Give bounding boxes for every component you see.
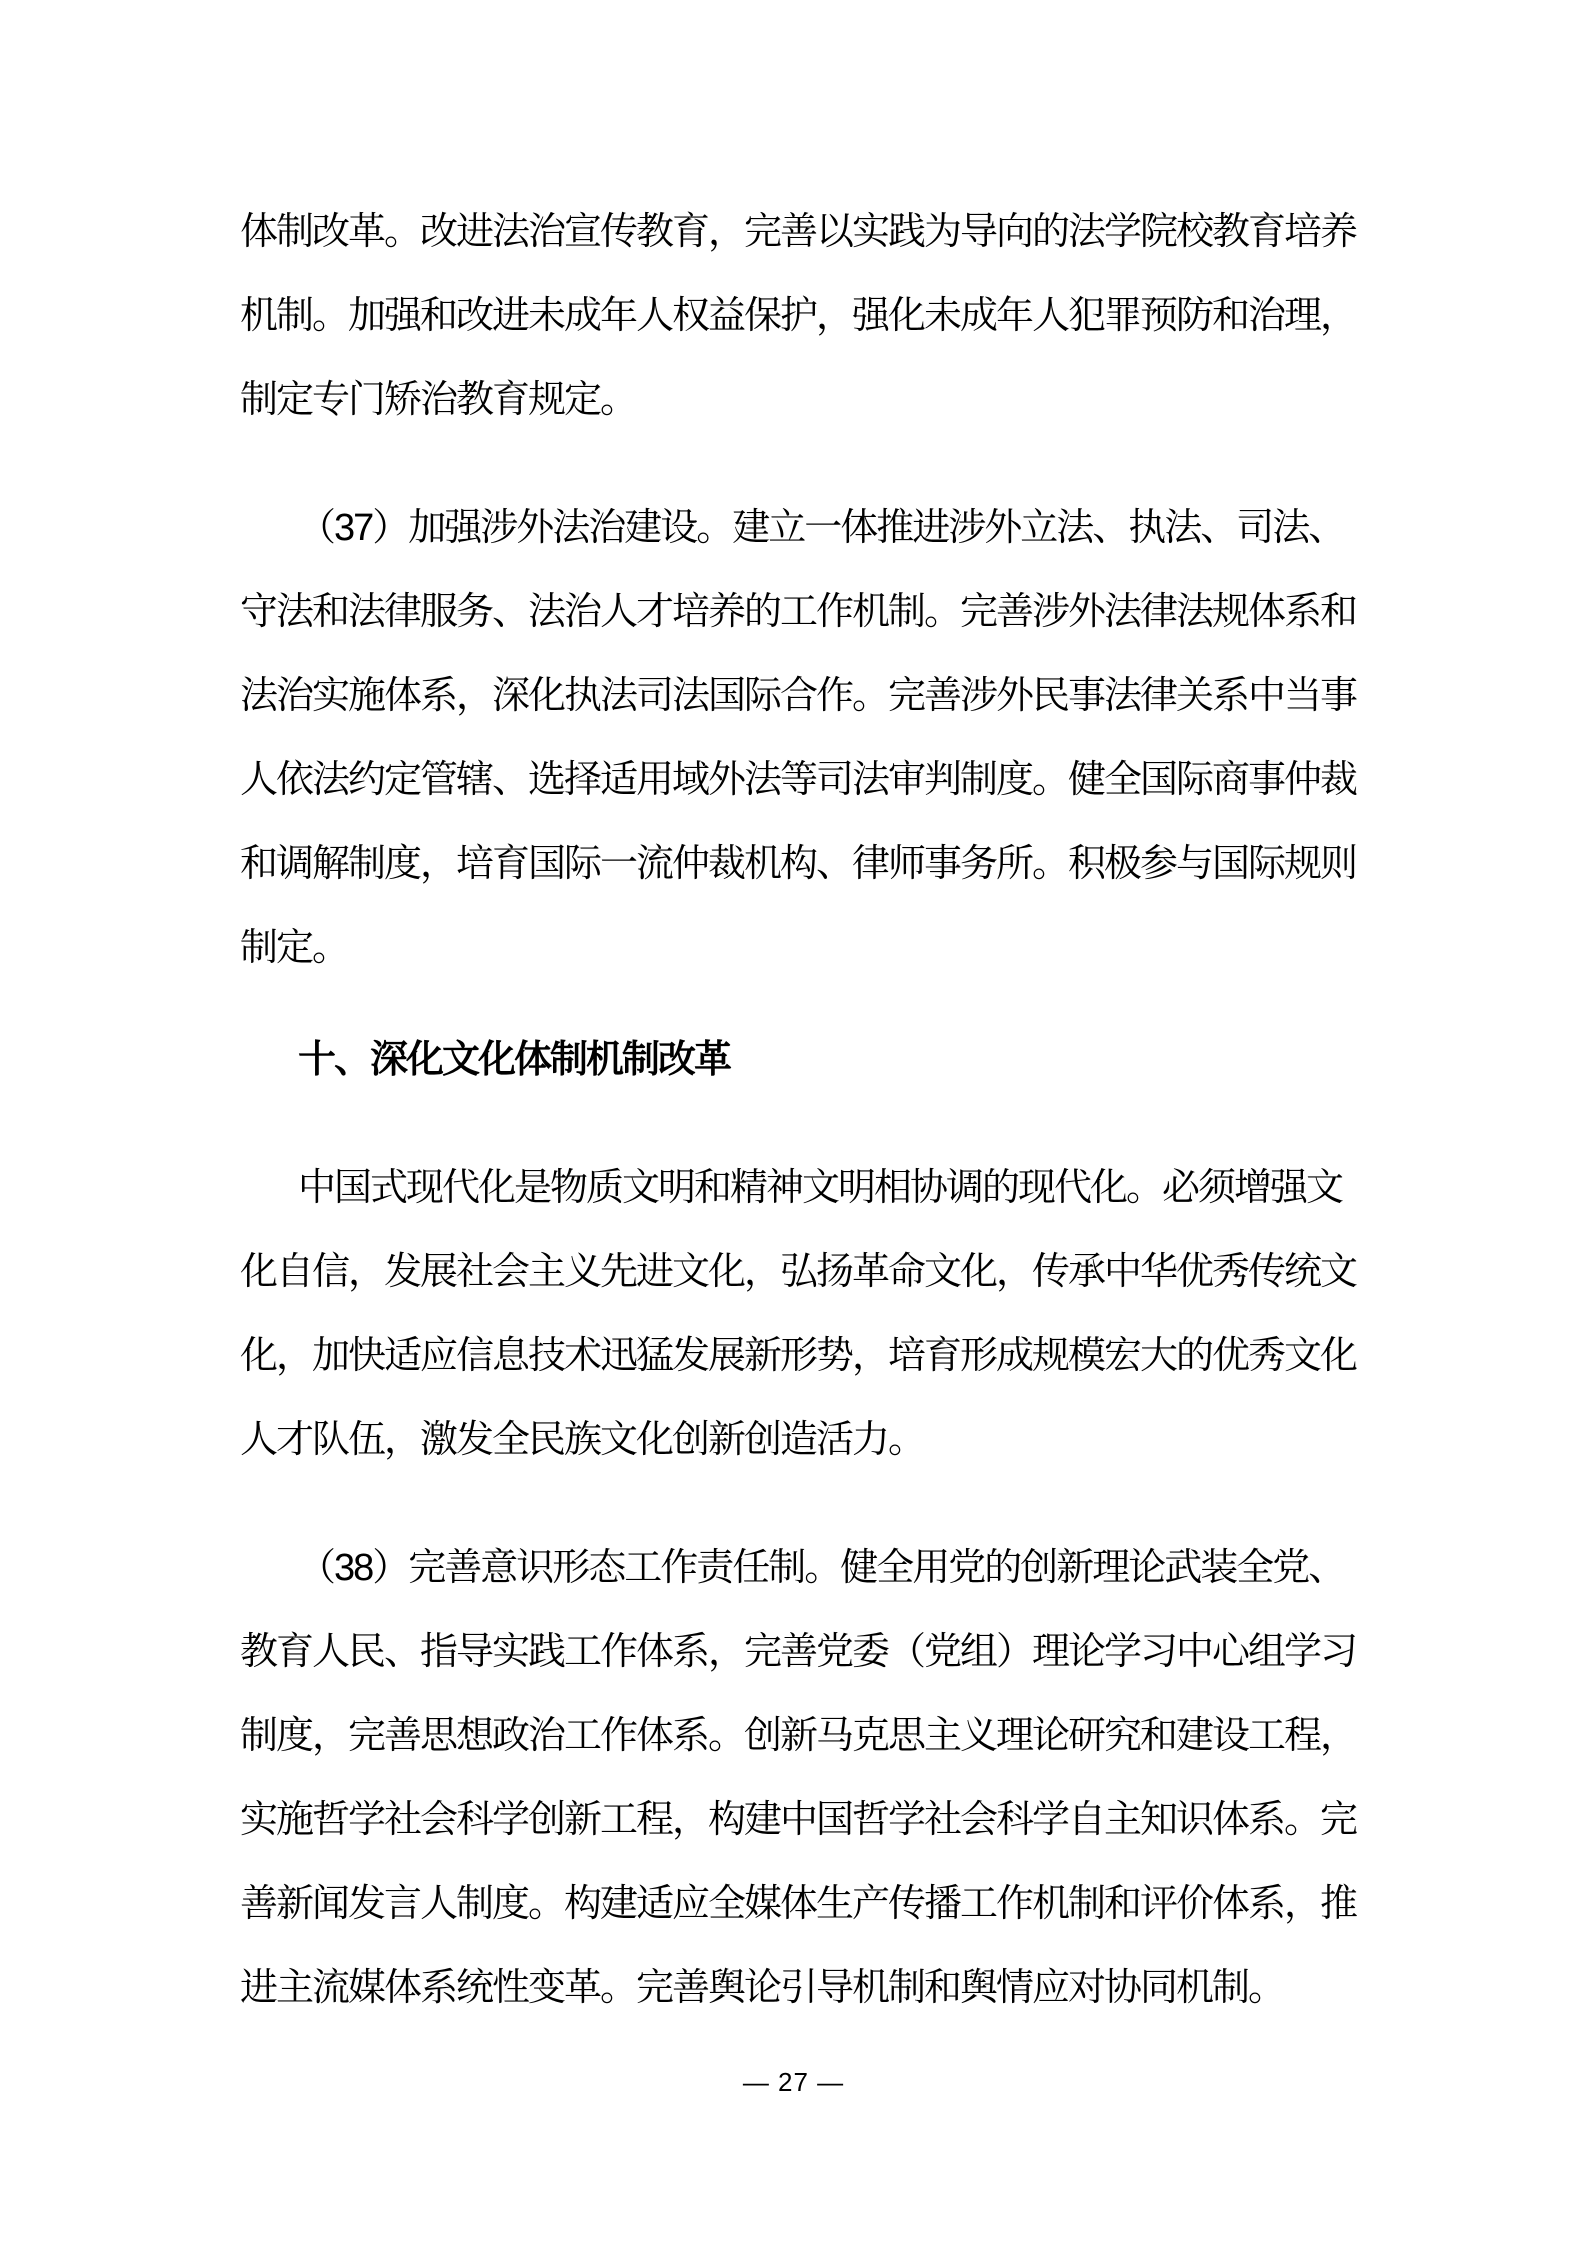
text-line: 人才队伍，激发全民族文化创新创造活力。 <box>240 1419 925 1461</box>
text-line: （37）加强涉外法治建设。建立一体推进涉外立法、执法、司法、 <box>298 507 1345 549</box>
text-line: 制度，完善思想政治工作体系。创新马克思主义理论研究和建设工程， <box>240 1715 1357 1757</box>
text-line: 进主流媒体系统性变革。完善舆论引导机制和舆情应对协同机制。 <box>240 1967 1285 2009</box>
paragraph <box>240 1146 1357 1482</box>
text-line: 制定专门矫治教育规定。 <box>240 379 637 421</box>
text-line: 教育人民、指导实践工作体系，完善党委（党组）理论学习中心组学习 <box>240 1631 1357 1673</box>
text-line: 守法和法律服务、法治人才培养的工作机制。完善涉外法律法规体系和 <box>240 591 1357 633</box>
section-heading-text: 十、深化文化体制机制改革 <box>298 1039 731 1081</box>
text-line: （38）完善意识形态工作责任制。健全用党的创新理论武装全党、 <box>298 1547 1345 1589</box>
paragraph <box>240 486 1357 990</box>
text-line: 化自信，发展社会主义先进文化，弘扬革命文化，传承中华优秀传统文 <box>240 1251 1357 1293</box>
text-line: 和调解制度，培育国际一流仲裁机构、律师事务所。积极参与国际规则 <box>240 843 1357 885</box>
text-line: 机制。加强和改进未成年人权益保护，强化未成年人犯罪预防和治理， <box>240 295 1357 337</box>
document-content <box>240 190 1357 2030</box>
text-line: 化，加快适应信息技术迅猛发展新形势，培育形成规模宏大的优秀文化 <box>240 1335 1357 1377</box>
page-footer <box>0 2062 1587 2102</box>
text-line: 善新闻发言人制度。构建适应全媒体生产传播工作机制和评价体系，推 <box>240 1883 1357 1925</box>
text-line: 中国式现代化是物质文明和精神文明相协调的现代化。必须增强文 <box>298 1167 1343 1209</box>
text-line: 制定。 <box>240 927 349 969</box>
page-number: — 27 — <box>742 2067 845 2097</box>
text-line: 实施哲学社会科学创新工程，构建中国哲学社会科学自主知识体系。完 <box>240 1799 1357 1841</box>
paragraph <box>240 1526 1357 2030</box>
paragraph <box>240 190 1357 442</box>
section-heading <box>240 1018 1350 1102</box>
text-line: 人依法约定管辖、选择适用域外法等司法审判制度。健全国际商事仲裁 <box>240 759 1357 801</box>
text-line: 体制改革。改进法治宣传教育，完善以实践为导向的法学院校教育培养 <box>240 211 1357 253</box>
text-line: 法治实施体系，深化执法司法国际合作。完善涉外民事法律关系中当事 <box>240 675 1357 717</box>
